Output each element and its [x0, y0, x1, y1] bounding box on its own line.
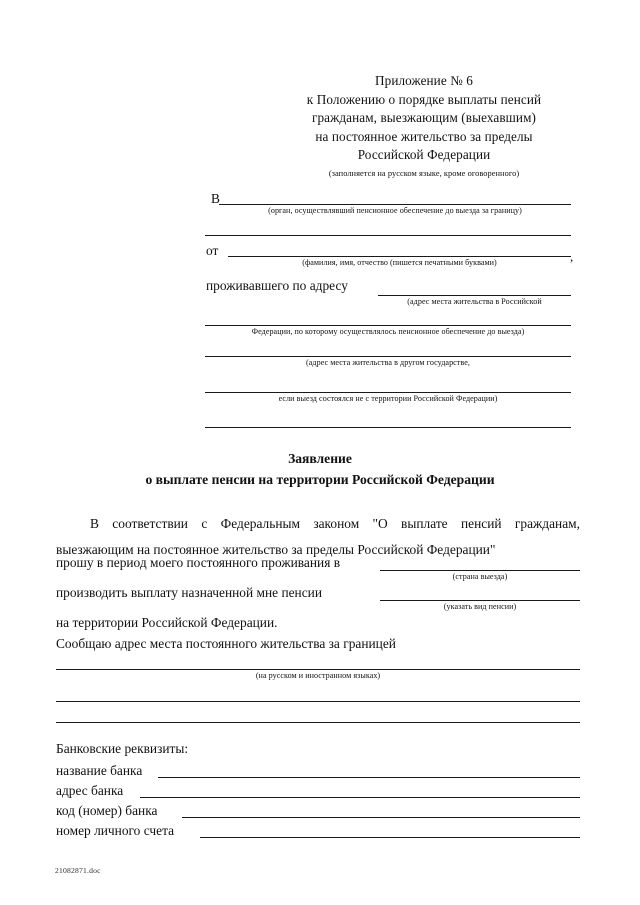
residence-address-input-line-2[interactable]: [205, 325, 571, 326]
header-line-residence: на постоянное жительство за пределы: [315, 128, 533, 144]
footer-filename: 21082871.doc: [55, 866, 101, 875]
abroad-address-input-line-2[interactable]: [205, 392, 571, 393]
bank-name-label: название банка: [56, 763, 143, 778]
bank-address-input-line[interactable]: [140, 797, 580, 798]
abroad-address-entry-line-1[interactable]: [56, 669, 580, 670]
addressee-blank-line-1[interactable]: [205, 235, 571, 236]
residence-address-input-line[interactable]: [378, 295, 571, 296]
bank-address-label: адрес банка: [56, 783, 124, 798]
header-line-regulation: к Положению о порядке выплаты пенсий: [306, 91, 542, 107]
abroad-address-entry-line-3[interactable]: [56, 722, 580, 723]
country-input-line[interactable]: [380, 570, 580, 571]
residence-address-label: проживавшего по адресу: [206, 278, 348, 293]
to-prefix-label: В: [211, 191, 220, 206]
abroad-caption-line2: если выезд состоялся не с территории Российской Федерации): [278, 394, 498, 403]
from-trailing-comma: ,: [570, 249, 574, 264]
territory-line: на территории Российской Федерации.: [56, 615, 278, 630]
payment-request-label: производить выплату назначенной мне пенсии: [56, 585, 322, 600]
from-fio-caption: (фамилия, имя, отчество (пишется печатными буквами): [302, 258, 497, 267]
statement-paragraph-text: В соответствии с Федеральным законом "О выплате пенсий гражданам, выезжающим на постоянное жительство за пределы Российской Федерации": [56, 516, 580, 557]
account-number-label: номер личного счета: [56, 823, 175, 838]
page-title: Заявление: [288, 451, 352, 466]
abroad-caption-line1: (адрес места жительства в другом государстве,: [306, 358, 470, 367]
addressee-blank-line-2[interactable]: [205, 427, 571, 428]
abroad-address-notice: Сообщаю адрес места постоянного жительства за границей: [56, 636, 396, 651]
residence-caption-line1: (адрес места жительства в Российской: [407, 297, 542, 306]
header-line-appendix: Приложение № 6: [375, 73, 473, 88]
bank-name-input-line[interactable]: [158, 777, 580, 778]
from-fio-input-line[interactable]: [228, 256, 571, 257]
country-caption: (страна выезда): [452, 572, 508, 581]
bank-code-input-line[interactable]: [182, 817, 580, 818]
from-prefix-label: от: [206, 243, 219, 258]
to-organ-input-line[interactable]: [219, 204, 571, 205]
pension-kind-input-line[interactable]: [380, 600, 580, 601]
header-line-federation: Российской Федерации: [357, 147, 491, 163]
fill-instruction-note: (заполняется на русском языке, кроме оговоренного): [328, 169, 520, 178]
to-organ-caption: (орган, осуществлявший пенсионное обеспечение до выезда за границу): [268, 206, 522, 215]
languages-caption: (на русском и иностранном языках): [255, 671, 381, 680]
pension-kind-caption: (указать вид пенсии): [443, 602, 517, 611]
header-line-citizens: гражданам, выезжающим (выехавшим): [311, 110, 537, 126]
abroad-address-input-line[interactable]: [205, 356, 571, 357]
residence-caption-line2: Федерации, по которому осуществлялось пенсионное обеспечение до выезда): [251, 327, 525, 336]
abroad-address-entry-line-2[interactable]: [56, 701, 580, 702]
account-number-input-line[interactable]: [200, 837, 580, 838]
bank-code-label: код (номер) банка: [56, 803, 158, 818]
bank-details-heading: Банковские реквизиты:: [56, 741, 189, 756]
page-subtitle: о выплате пенсии на территории Российской Федерации: [145, 472, 495, 487]
request-period-label: прошу в период моего постоянного проживания в: [56, 555, 341, 570]
